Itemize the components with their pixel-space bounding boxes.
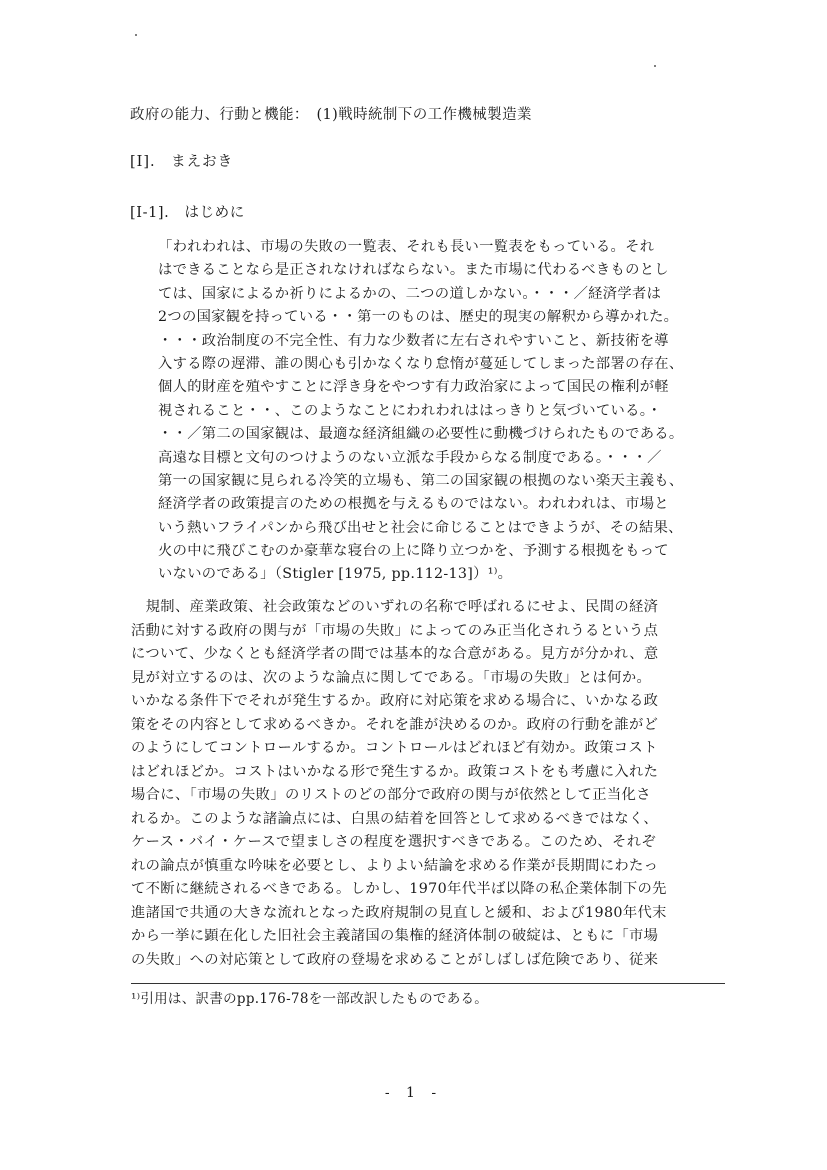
- quote-line: 視されること・・、このようなことにわれわれははっきりと気づいている。・: [158, 402, 662, 419]
- quote-line: 「われわれは、市場の失敗の一覧表、それも長い一覧表をもっている。それ: [158, 239, 655, 255]
- body-line: から一挙に顕在化した旧社会主義諸国の集権的経済体制の破綻は、ともに「市場: [131, 928, 659, 944]
- body-line: はどれほどか。コストはいかなる形で発生するか。政策コストをも考慮に入れた: [131, 763, 659, 780]
- scan-speck: [135, 34, 137, 36]
- body-line: れるか。このような諸論点には、白黒の結着を回答として求めるべきではなく、: [131, 810, 658, 827]
- page-number: - 1 -: [384, 1085, 443, 1101]
- quote-line: ・・・政治制度の不完全性、有力な少数者に左右されやすいこと、新技術を導: [158, 332, 669, 349]
- body-line: について、少なくとも経済学者の間では基本的な合意がある。見方が分かれ、意: [131, 646, 659, 662]
- scan-speck: [654, 65, 656, 67]
- body-line: のようにしてコントロールするか。コントロールはどれほど有効か。政策コスト: [131, 740, 658, 756]
- body-paragraph: [131, 596, 731, 972]
- quote-line: ・・／第二の国家観は、最適な経済組織の必要性に動機づけられたものである。: [158, 426, 684, 443]
- body-line: 見が対立するのは、次のような論点に関してである。「市場の失敗」とは何か。: [131, 669, 652, 686]
- quote-line: ては、国家によるか祈りによるかの、二つの道しかない。・・・／経済学者は: [158, 285, 662, 302]
- quote-line: 個人的財産を殖やすことに浮き身をやつす有力政治家によって国民の権利が軽: [158, 379, 669, 396]
- body-line: いかなる条件下でそれが発生するか。政府に対応策を求める場合に、いかなる政: [131, 693, 659, 709]
- footnote-divider: [131, 983, 725, 984]
- body-line: 進諸国で共通の大きな流れとなった政府規制の見直しと緩和、および1980年代末: [131, 904, 667, 921]
- body-line: れの論点が慎重な吟味を必要とし、よりよい結論を求める作業が長期間にわたっ: [131, 857, 659, 874]
- body-line: 規制、産業政策、社会政策などのいずれの名称で呼ばれるにせよ、民間の経済: [131, 599, 659, 615]
- quote-line: 入する際の遅滞、誰の関心も引かなくなり怠惰が蔓延してしまった部署の存在、: [158, 355, 684, 372]
- footnote: ¹⁾引用は、訳書のpp.176-78を一部改訳したものである。: [131, 991, 489, 1007]
- quote-line: いないのである」（Stigler [1975, pp.112-13]）¹⁾。: [158, 566, 513, 583]
- quote-line: 第一の国家観に見られる冷笑的立場も、第二の国家観の根拠のない楽天主義も、: [158, 472, 684, 489]
- body-line: 場合に、「市場の失敗」のリストのどの部分で政府の関与が依然として正当化さ: [131, 787, 651, 803]
- section-heading: [I]. まえおき: [130, 154, 234, 170]
- body-line: ケース・バイ・ケースで望ましさの程度を選択すべきである。このため、それぞ: [131, 834, 656, 850]
- quote-line: 経済学者の政策提言のための根拠を与えるものではない。われわれは、市場と: [158, 496, 669, 513]
- quote-line: 2つの国家観を持っている・・第一のものは、歴史的現実の解釈から導かれた。: [158, 309, 679, 326]
- quote-line: いう熱いフライパンから飛び出せと社会に命じることはできようが、その結果、: [158, 519, 683, 536]
- quote-line: はできることなら是正されなければならない。また市場に代わるべきものとし: [158, 262, 669, 279]
- quote-line: 高遠な目標と文句のつけようのない立派な手段からなる制度である。・・・／: [158, 449, 662, 466]
- document-title: 政府の能力、行動と機能： (1)戦時統制下の工作機械製造業: [130, 107, 532, 123]
- block-quote: [158, 236, 742, 587]
- subsection-heading: [I-1]. はじめに: [130, 205, 245, 221]
- quote-line: 火の中に飛びこむのか豪華な寝台の上に降り立つかを、予測する根拠をもって: [158, 543, 669, 560]
- body-line: 策をその内容として求めるべきか。それを誰が決めるのか。政府の行動を誰がど: [131, 716, 659, 733]
- body-line: 活動に対する政府の関与が「市場の失敗」によってのみ正当化されうるという点: [131, 622, 659, 639]
- body-line: て不断に継続されるべきである。しかし、1970年代半ば以降の私企業体制下の先: [131, 881, 667, 897]
- body-line: の失敗」への対応策として政府の登場を求めることがしばしば危険であり、従来: [131, 951, 659, 968]
